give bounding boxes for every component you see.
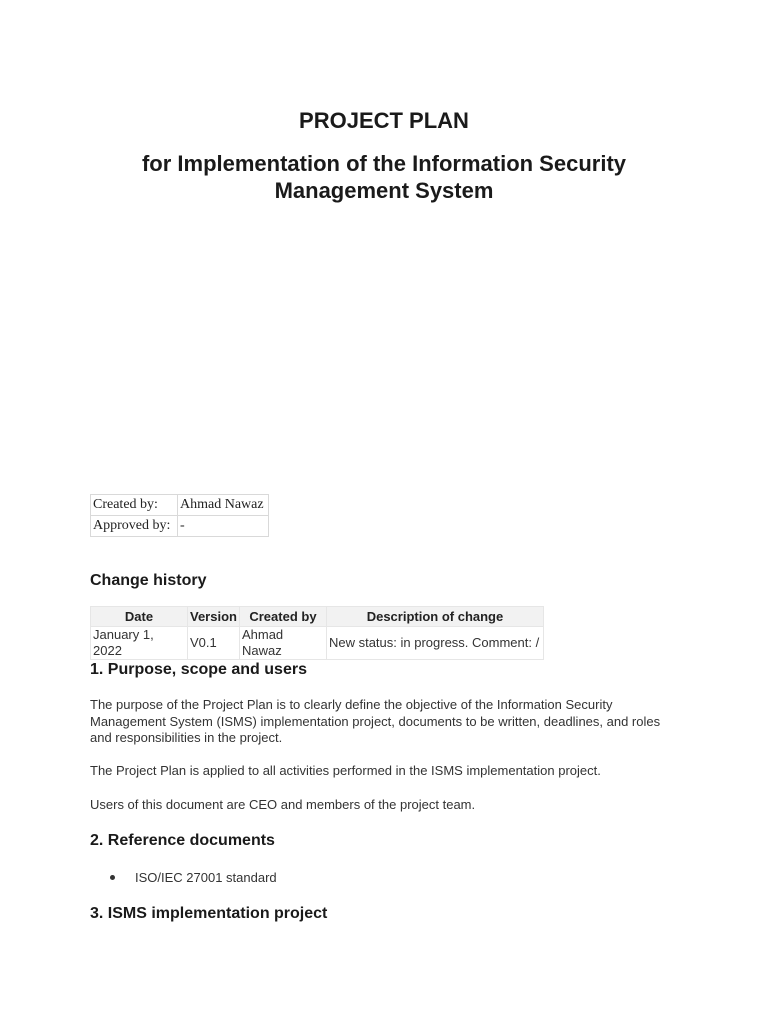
cell-created-by: Ahmad Nawaz [239, 627, 326, 660]
cell-description: New status: in progress. Comment: / [326, 627, 543, 660]
users-paragraph: Users of this document are CEO and members of the project team. [90, 797, 476, 812]
created-by-value: Ahmad Nawaz [178, 495, 269, 516]
change-history-heading: Change history [90, 572, 207, 589]
reference-item-label: ISO/IEC 27001 standard [135, 870, 277, 885]
meta-row-approved [91, 516, 269, 537]
section-2-heading: 2. Reference documents [90, 832, 275, 849]
section-1-heading: 1. Purpose, scope and users [90, 661, 307, 678]
purpose-paragraph: The purpose of the Project Plan is to clearly define the objective of the Information Security Management System (ISMS) implementation project, documents to be written, deadlines, and roles and responsibilities in the project. [90, 697, 661, 745]
approved-by-value: - [178, 516, 269, 537]
document-title: PROJECT PLAN [299, 108, 469, 133]
list-item [110, 870, 277, 885]
created-by-label: Created by: [91, 495, 178, 516]
document-subtitle: for Implementation of the Information Security Management System [141, 151, 627, 203]
document-meta-table [90, 494, 269, 537]
scope-paragraph: The Project Plan is applied to all activities performed in the ISMS implementation project. [90, 763, 601, 778]
column-header-created-by: Created by [239, 607, 326, 627]
approved-by-label: Approved by: [91, 516, 178, 537]
column-header-description: Description of change [326, 607, 543, 627]
section-3-heading: 3. ISMS implementation project [90, 905, 328, 922]
column-header-version: Version [188, 607, 240, 627]
column-header-date: Date [91, 607, 188, 627]
table-row [91, 627, 544, 660]
change-history-table [90, 606, 544, 660]
cell-date: January 1, 2022 [91, 627, 188, 660]
meta-row-created [91, 495, 269, 516]
table-header-row [91, 607, 544, 627]
cell-version: V0.1 [188, 627, 240, 660]
bullet-icon [110, 875, 115, 880]
